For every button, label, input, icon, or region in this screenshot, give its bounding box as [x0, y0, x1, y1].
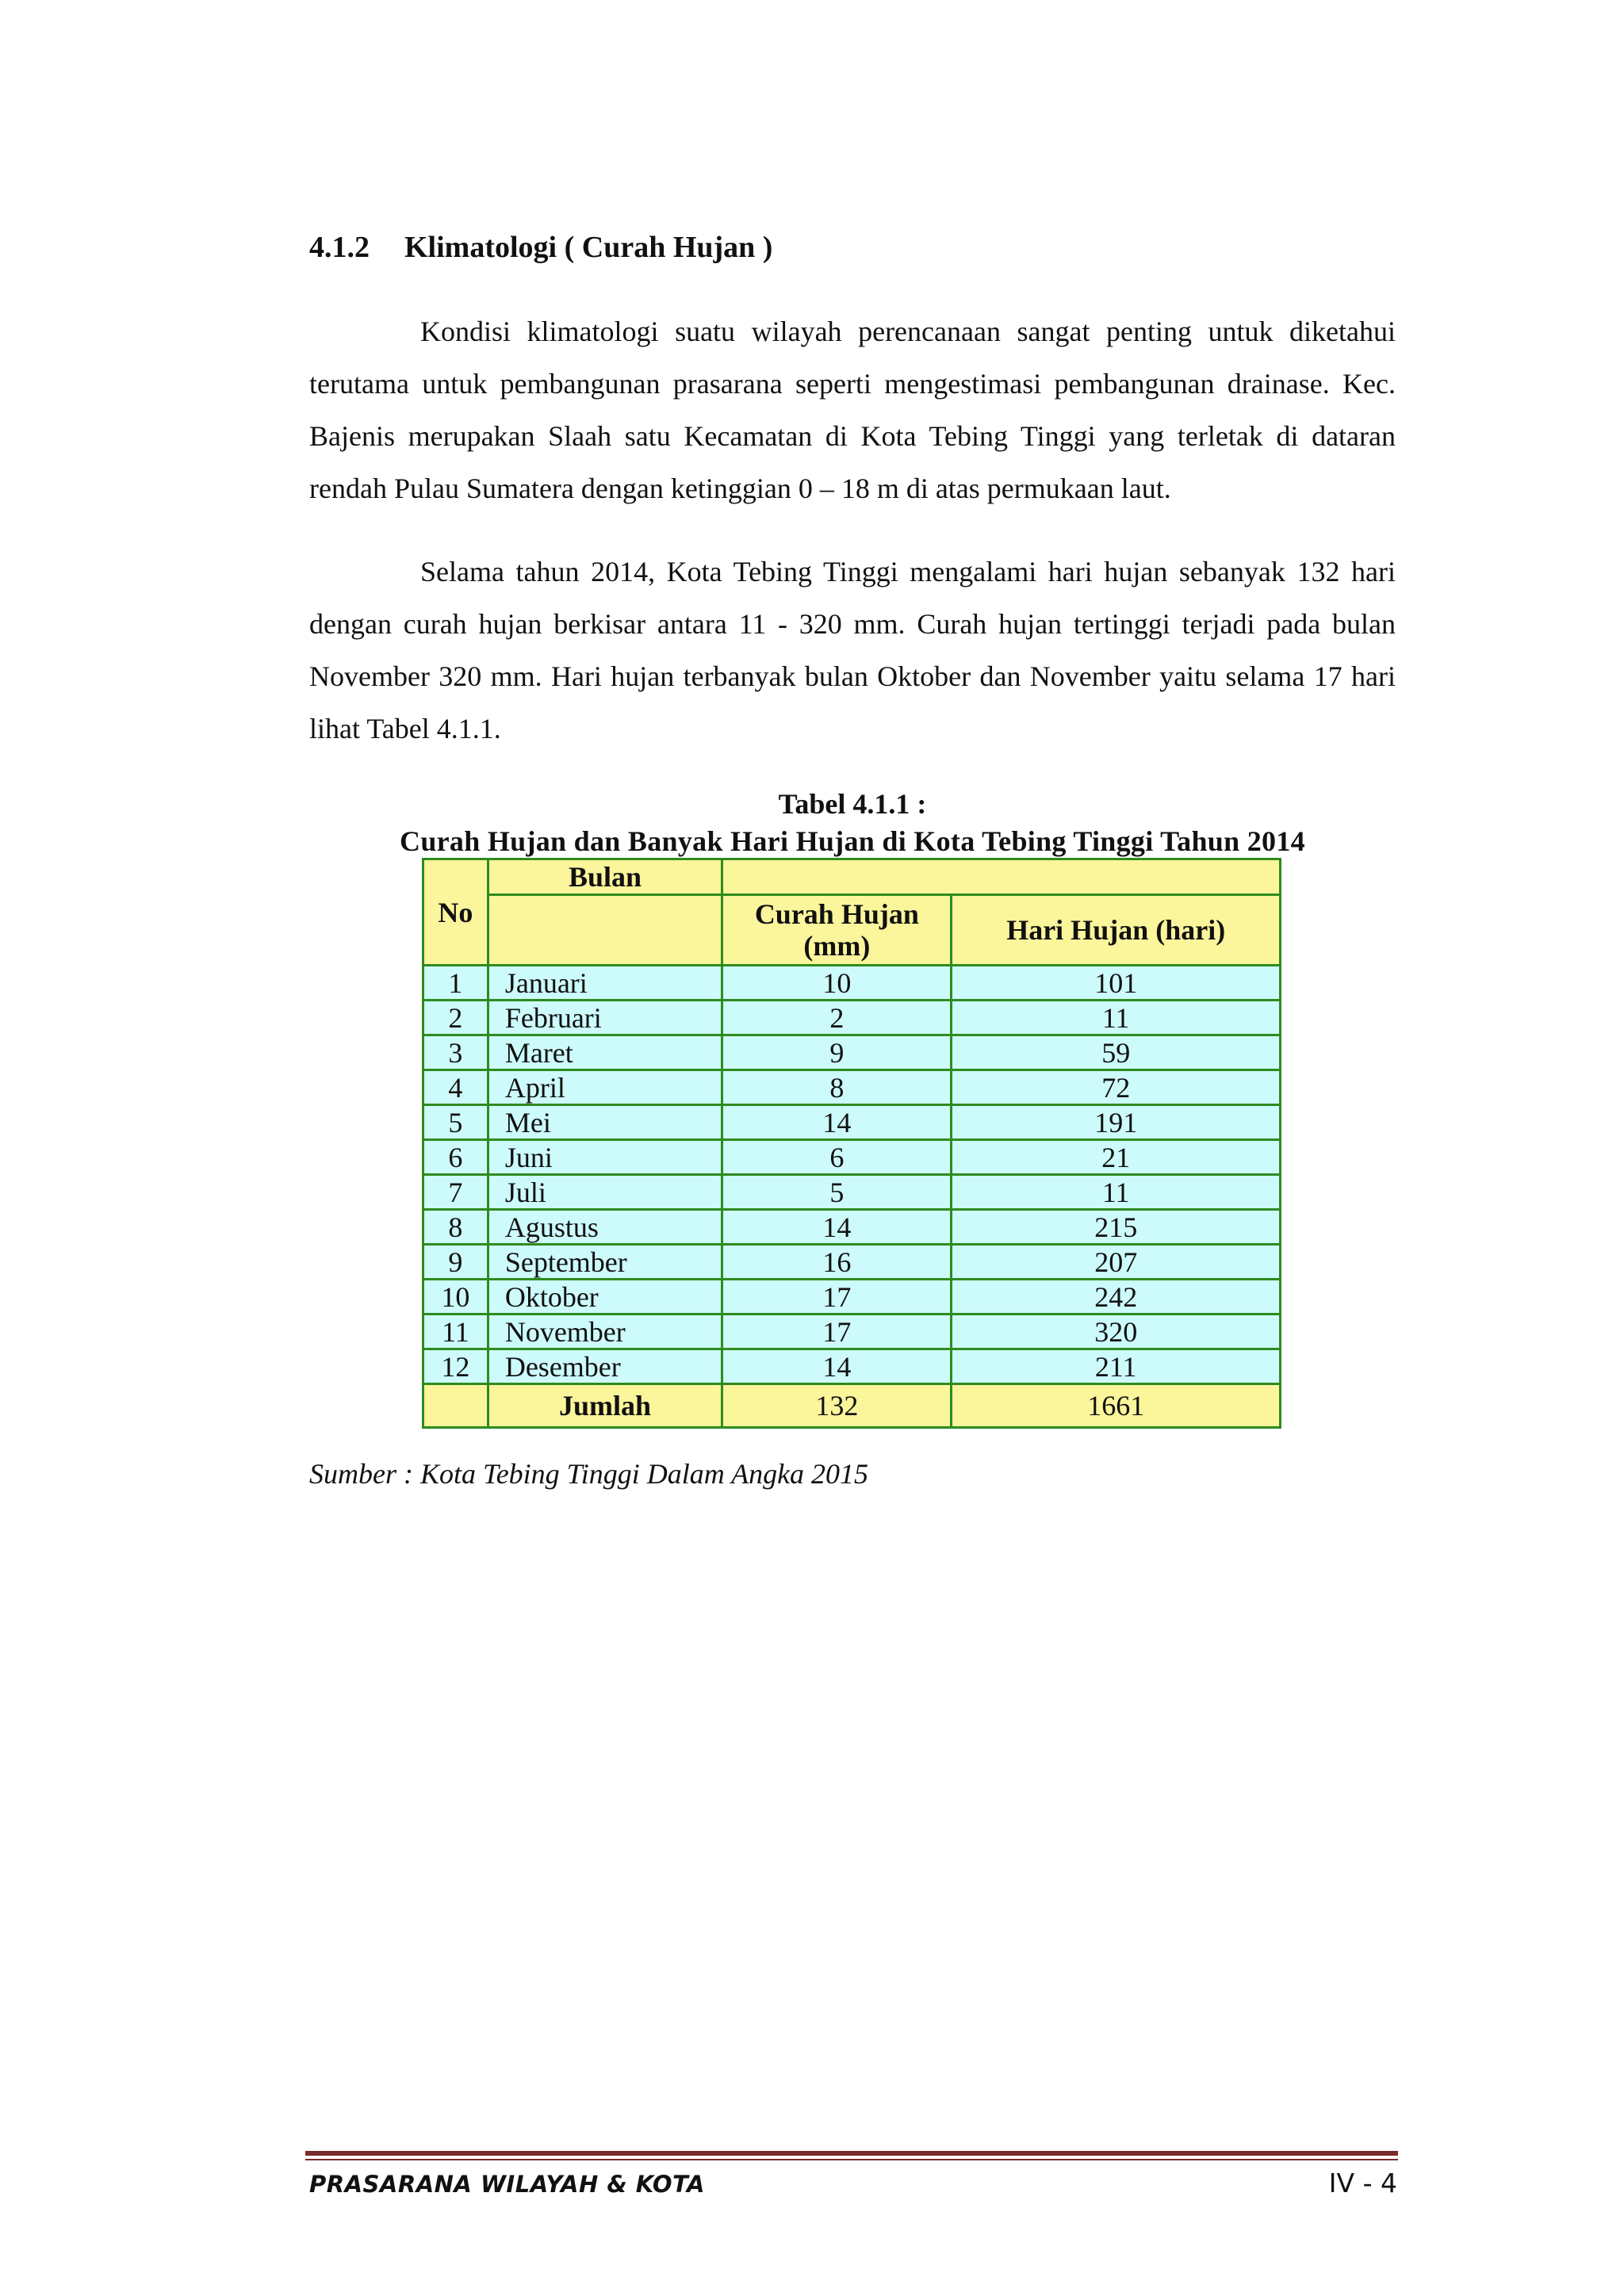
table-caption-number: Tabel 4.1.1 :	[778, 788, 927, 820]
cell-no: 7	[423, 1175, 488, 1210]
cell-bulan: September	[488, 1245, 722, 1280]
table-row	[423, 1175, 1281, 1210]
cell-no: 12	[423, 1349, 488, 1384]
table-total-row	[423, 1384, 1281, 1428]
cell-bulan: Juli	[488, 1175, 722, 1210]
footer-rule-thin	[305, 2159, 1398, 2160]
cell-curah-hujan: 14	[722, 1105, 952, 1140]
cell-no: 9	[423, 1245, 488, 1280]
section-heading	[309, 230, 772, 265]
cell-no: 1	[423, 966, 488, 1001]
cell-no: 5	[423, 1105, 488, 1140]
header-hari-hujan: Hari Hujan (hari)	[952, 895, 1281, 966]
cell-no: 6	[423, 1140, 488, 1175]
cell-bulan: Agustus	[488, 1210, 722, 1245]
total-hari: 1661	[952, 1384, 1281, 1428]
cell-hari-hujan: 242	[952, 1280, 1281, 1314]
cell-bulan: Juni	[488, 1140, 722, 1175]
header-blank	[722, 859, 1281, 895]
cell-curah-hujan: 9	[722, 1035, 952, 1070]
cell-curah-hujan: 10	[722, 966, 952, 1001]
header-no: No	[423, 859, 488, 966]
section-title: Klimatologi ( Curah Hujan )	[404, 231, 773, 264]
cell-bulan: Januari	[488, 966, 722, 1001]
table-source: Sumber : Kota Tebing Tinggi Dalam Angka 2015	[309, 1458, 869, 1490]
cell-bulan: Oktober	[488, 1280, 722, 1314]
cell-no: 8	[423, 1210, 488, 1245]
cell-bulan: Maret	[488, 1035, 722, 1070]
footer-rule	[305, 2151, 1398, 2156]
cell-hari-hujan: 21	[952, 1140, 1281, 1175]
cell-curah-hujan: 14	[722, 1210, 952, 1245]
cell-bulan: November	[488, 1314, 722, 1349]
total-no-cell	[423, 1384, 488, 1428]
cell-curah-hujan: 17	[722, 1280, 952, 1314]
table-row	[423, 1140, 1281, 1175]
cell-curah-hujan: 8	[722, 1070, 952, 1105]
total-label: Jumlah	[488, 1384, 722, 1428]
cell-hari-hujan: 11	[952, 1175, 1281, 1210]
header-curah-hujan: Curah Hujan (mm)	[722, 895, 952, 966]
table-row	[423, 1349, 1281, 1384]
header-bulan: Bulan	[488, 859, 722, 895]
table-row	[423, 1105, 1281, 1140]
table-row	[423, 1280, 1281, 1314]
cell-bulan: Februari	[488, 1001, 722, 1035]
cell-no: 3	[423, 1035, 488, 1070]
cell-curah-hujan: 17	[722, 1314, 952, 1349]
cell-hari-hujan: 207	[952, 1245, 1281, 1280]
table-row	[423, 966, 1281, 1001]
paragraph-1: Kondisi klimatologi suatu wilayah perencanaan sangat penting untuk diketahui terutama untuk pembangunan prasarana seperti mengestimasi pembangunan drainase. Kec. Bajenis merupakan Slaah satu Kecamatan di Kota Tebing Tinggi yang terletak di dataran rendah Pulau Sumatera dengan ketinggian 0 – 18 m di atas permukaan laut.	[309, 316, 1396, 504]
cell-curah-hujan: 6	[722, 1140, 952, 1175]
cell-hari-hujan: 320	[952, 1314, 1281, 1349]
table-row	[423, 1314, 1281, 1349]
cell-hari-hujan: 59	[952, 1035, 1281, 1070]
cell-hari-hujan: 11	[952, 1001, 1281, 1035]
cell-hari-hujan: 72	[952, 1070, 1281, 1105]
cell-no: 2	[423, 1001, 488, 1035]
table-header-row	[423, 859, 1281, 895]
table-row	[423, 1245, 1281, 1280]
table-row	[423, 1070, 1281, 1105]
paragraph-2: Selama tahun 2014, Kota Tebing Tinggi mengalami hari hujan sebanyak 132 hari dengan curah hujan berkisar antara 11 - 320 mm. Curah hujan tertinggi terjadi pada bulan November 320 mm. Hari hujan terbanyak bulan Oktober dan November yaitu selama 17 hari lihat Tabel 4.1.1.	[309, 556, 1396, 744]
header-bulan-blank	[488, 895, 722, 966]
table-row	[423, 1035, 1281, 1070]
cell-hari-hujan: 215	[952, 1210, 1281, 1245]
table-caption-title: Curah Hujan dan Banyak Hari Hujan di Kota Tebing Tinggi Tahun 2014	[400, 825, 1305, 857]
cell-bulan: Mei	[488, 1105, 722, 1140]
cell-bulan: Desember	[488, 1349, 722, 1384]
rainfall-table	[422, 858, 1281, 1429]
cell-curah-hujan: 5	[722, 1175, 952, 1210]
footer-title: PRASARANA WILAYAH & KOTA	[309, 2171, 705, 2198]
total-curah: 132	[722, 1384, 952, 1428]
cell-curah-hujan: 2	[722, 1001, 952, 1035]
cell-bulan: April	[488, 1070, 722, 1105]
cell-curah-hujan: 14	[722, 1349, 952, 1384]
cell-hari-hujan: 101	[952, 966, 1281, 1001]
table-row	[423, 1210, 1281, 1245]
page-number: IV - 4	[1328, 2168, 1397, 2198]
cell-hari-hujan: 211	[952, 1349, 1281, 1384]
cell-no: 4	[423, 1070, 488, 1105]
table-row	[423, 1001, 1281, 1035]
section-number: 4.1.2	[309, 231, 370, 264]
cell-no: 10	[423, 1280, 488, 1314]
cell-curah-hujan: 16	[722, 1245, 952, 1280]
table-header-row	[423, 895, 1281, 966]
cell-hari-hujan: 191	[952, 1105, 1281, 1140]
cell-no: 11	[423, 1314, 488, 1349]
